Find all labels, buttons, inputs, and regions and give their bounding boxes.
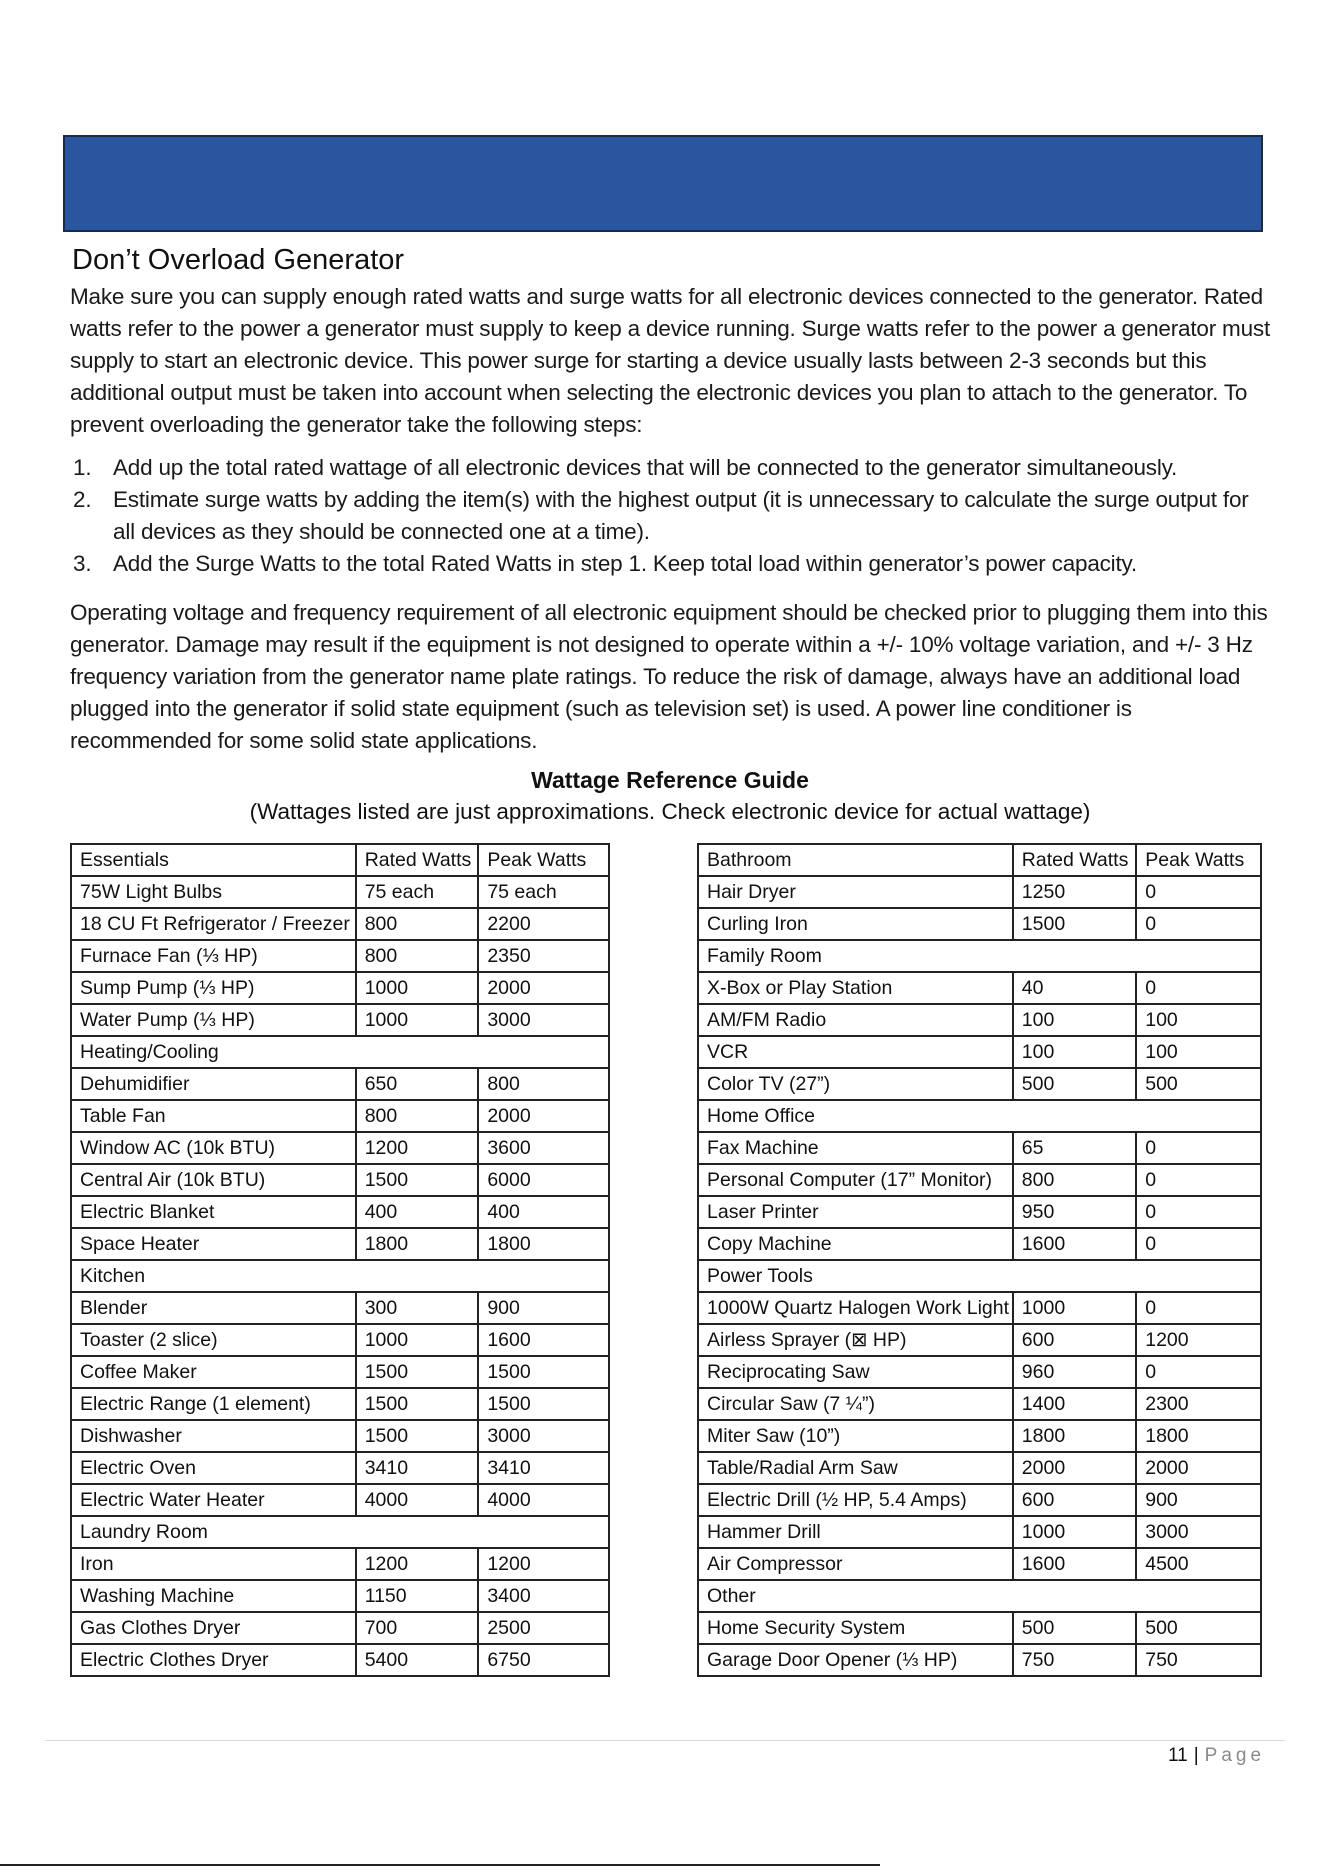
section-label: Power Tools xyxy=(698,1260,1261,1292)
device-name-cell: Dehumidifier xyxy=(71,1068,356,1100)
peak-watts-cell: 500 xyxy=(1136,1612,1261,1644)
page-separator: | xyxy=(1193,1745,1199,1766)
peak-watts-cell: 0 xyxy=(1136,1356,1261,1388)
peak-watts-cell: 4500 xyxy=(1136,1548,1261,1580)
rated-watts-cell: 500 xyxy=(1013,1068,1136,1100)
table-row xyxy=(71,1068,609,1100)
peak-watts-cell: 0 xyxy=(1136,1164,1261,1196)
wattage-table-left xyxy=(70,843,610,1677)
page-number-value: 11 xyxy=(1168,1745,1188,1766)
rated-watts-cell: 650 xyxy=(356,1068,479,1100)
device-name-cell: Electric Water Heater xyxy=(71,1484,356,1516)
section-row xyxy=(71,1260,609,1292)
rated-watts-cell: 1600 xyxy=(1013,1548,1136,1580)
device-name-cell: AM/FM Radio xyxy=(698,1004,1013,1036)
peak-watts-cell: 400 xyxy=(478,1196,609,1228)
table-row xyxy=(71,1196,609,1228)
rated-watts-cell: 950 xyxy=(1013,1196,1136,1228)
rated-watts-cell: 100 xyxy=(1013,1004,1136,1036)
device-name-cell: 18 CU Ft Refrigerator / Freezer xyxy=(71,908,356,940)
device-name-cell: Space Heater xyxy=(71,1228,356,1260)
device-name-cell: X-Box or Play Station xyxy=(698,972,1013,1004)
table-row xyxy=(698,1548,1261,1580)
table-row xyxy=(71,1356,609,1388)
device-name-cell: Bathroom xyxy=(698,844,1013,876)
rated-watts-cell: 1800 xyxy=(1013,1420,1136,1452)
peak-watts-cell: 1200 xyxy=(478,1548,609,1580)
rated-watts-cell: 1000 xyxy=(1013,1292,1136,1324)
peak-watts-cell: 1500 xyxy=(478,1356,609,1388)
table-row xyxy=(71,1612,609,1644)
device-name-cell: Furnace Fan (⅓ HP) xyxy=(71,940,356,972)
device-name-cell: Color TV (27”) xyxy=(698,1068,1013,1100)
peak-watts-cell: 3000 xyxy=(1136,1516,1261,1548)
peak-watts-cell: 3410 xyxy=(478,1452,609,1484)
device-name-cell: Fax Machine xyxy=(698,1132,1013,1164)
table-row xyxy=(71,1164,609,1196)
rated-watts-cell: 5400 xyxy=(356,1644,479,1676)
table-row xyxy=(71,1548,609,1580)
operating-paragraph: Operating voltage and frequency requirement of all electronic equipment should be checked prior to plugging them into this generator. Damage may result if the equipment is not designed to operate within a +/- 10% voltage variation, and +/- 3 Hz frequency variation from the generator name plate ratings. To reduce the risk of damage, always have an additional load plugged into the generator if solid state equipment (such as television set) is used. A power line conditioner is recommended for some solid state applications. xyxy=(70,600,1268,753)
rated-watts-cell: 4000 xyxy=(356,1484,479,1516)
device-name-cell: 75W Light Bulbs xyxy=(71,876,356,908)
table-row xyxy=(71,1324,609,1356)
header-banner xyxy=(63,135,1263,232)
device-name-cell: Reciprocating Saw xyxy=(698,1356,1013,1388)
table-row xyxy=(698,1420,1261,1452)
device-name-cell: Water Pump (⅓ HP) xyxy=(71,1004,356,1036)
table-row xyxy=(71,1292,609,1324)
table-row xyxy=(698,1356,1261,1388)
table-row xyxy=(698,972,1261,1004)
table-row xyxy=(71,1100,609,1132)
bottom-rule xyxy=(0,1864,880,1866)
device-name-cell: Electric Clothes Dryer xyxy=(71,1644,356,1676)
peak-watts-cell: 0 xyxy=(1136,1292,1261,1324)
table-row xyxy=(698,1068,1261,1100)
device-name-cell: Essentials xyxy=(71,844,356,876)
peak-watts-cell: 3000 xyxy=(478,1004,609,1036)
device-name-cell: Window AC (10k BTU) xyxy=(71,1132,356,1164)
table-row xyxy=(71,1452,609,1484)
device-name-cell: Electric Drill (½ HP, 5.4 Amps) xyxy=(698,1484,1013,1516)
table-header-row xyxy=(71,844,609,876)
rated-watts-cell: 500 xyxy=(1013,1612,1136,1644)
rated-watts-cell: 300 xyxy=(356,1292,479,1324)
table-row xyxy=(71,1004,609,1036)
rated-watts-cell: 800 xyxy=(356,940,479,972)
step-item xyxy=(70,452,1270,484)
section-label: Family Room xyxy=(698,940,1261,972)
table-row xyxy=(71,1484,609,1516)
rated-watts-cell: 2000 xyxy=(1013,1452,1136,1484)
table-row xyxy=(698,1644,1261,1676)
peak-watts-cell: 2000 xyxy=(478,1100,609,1132)
table-row xyxy=(71,1132,609,1164)
rated-watts-cell: 1000 xyxy=(356,1004,479,1036)
section-row xyxy=(698,940,1261,972)
table-row xyxy=(698,1036,1261,1068)
device-name-cell: Hammer Drill xyxy=(698,1516,1013,1548)
peak-watts-cell: 2500 xyxy=(478,1612,609,1644)
rated-watts-cell: 1000 xyxy=(1013,1516,1136,1548)
device-name-cell: Coffee Maker xyxy=(71,1356,356,1388)
rated-watts-cell: 65 xyxy=(1013,1132,1136,1164)
device-name-cell: Garage Door Opener (⅓ HP) xyxy=(698,1644,1013,1676)
rated-watts-cell: 1600 xyxy=(1013,1228,1136,1260)
peak-watts-cell: 750 xyxy=(1136,1644,1261,1676)
rated-watts-cell: 1800 xyxy=(356,1228,479,1260)
device-name-cell: 1000W Quartz Halogen Work Light xyxy=(698,1292,1013,1324)
peak-watts-cell: 3400 xyxy=(478,1580,609,1612)
device-name-cell: Electric Oven xyxy=(71,1452,356,1484)
rated-watts-cell: 1000 xyxy=(356,972,479,1004)
section-label: Laundry Room xyxy=(71,1516,609,1548)
peak-watts-cell: 800 xyxy=(478,1068,609,1100)
rated-watts-cell: 600 xyxy=(1013,1484,1136,1516)
table-row xyxy=(698,1388,1261,1420)
step-item xyxy=(70,484,1270,548)
device-name-cell: Personal Computer (17” Monitor) xyxy=(698,1164,1013,1196)
section-row xyxy=(698,1100,1261,1132)
peak-watts-cell: 3600 xyxy=(478,1132,609,1164)
peak-watts-cell: 900 xyxy=(478,1292,609,1324)
device-name-cell: Iron xyxy=(71,1548,356,1580)
section-row xyxy=(698,1580,1261,1612)
device-name-cell: Electric Blanket xyxy=(71,1196,356,1228)
page-label: Page xyxy=(1204,1745,1266,1766)
section-row xyxy=(698,1260,1261,1292)
device-name-cell: Sump Pump (⅓ HP) xyxy=(71,972,356,1004)
step-number: 1. xyxy=(73,455,92,480)
table-row xyxy=(71,908,609,940)
step-number: 3. xyxy=(73,551,92,576)
peak-watts-cell: 1500 xyxy=(478,1388,609,1420)
device-name-cell: Copy Machine xyxy=(698,1228,1013,1260)
device-name-cell: Gas Clothes Dryer xyxy=(71,1612,356,1644)
rated-watts-cell: 1500 xyxy=(356,1388,479,1420)
device-name-cell: Washing Machine xyxy=(71,1580,356,1612)
device-name-cell: Dishwasher xyxy=(71,1420,356,1452)
peak-watts-cell: 1600 xyxy=(478,1324,609,1356)
table-row xyxy=(698,1164,1261,1196)
table-row xyxy=(698,1484,1261,1516)
rated-watts-cell: 75 each xyxy=(356,876,479,908)
step-text: Estimate surge watts by adding the item(s) with the highest output (it is unnecessary to calculate the surge output for all devices as they should be connected one at a time). xyxy=(113,487,1249,544)
rated-watts-cell: 800 xyxy=(1013,1164,1136,1196)
step-text: Add up the total rated wattage of all electronic devices that will be connected to the generator simultaneously. xyxy=(113,455,1178,480)
rated-watts-cell: 800 xyxy=(356,1100,479,1132)
rated-watts-cell: 1250 xyxy=(1013,876,1136,908)
peak-watts-cell: 6000 xyxy=(478,1164,609,1196)
table-row xyxy=(71,1388,609,1420)
peak-watts-cell: 500 xyxy=(1136,1068,1261,1100)
table-row xyxy=(71,1420,609,1452)
peak-watts-cell: 0 xyxy=(1136,876,1261,908)
step-text: Add the Surge Watts to the total Rated Watts in step 1. Keep total load within generator’s power capacity. xyxy=(113,551,1137,576)
rated-watts-cell: 3410 xyxy=(356,1452,479,1484)
table-row xyxy=(71,1580,609,1612)
rated-watts-cell: 750 xyxy=(1013,1644,1136,1676)
device-name-cell: Table Fan xyxy=(71,1100,356,1132)
steps-list xyxy=(70,452,1270,580)
rated-watts-cell: 1500 xyxy=(1013,908,1136,940)
table-row xyxy=(71,972,609,1004)
device-name-cell: Air Compressor xyxy=(698,1548,1013,1580)
rated-watts-cell: 700 xyxy=(356,1612,479,1644)
rated-watts-cell: 400 xyxy=(356,1196,479,1228)
footer-divider xyxy=(45,1740,1285,1741)
peak-watts-cell: 2300 xyxy=(1136,1388,1261,1420)
peak-watts-cell: 1800 xyxy=(478,1228,609,1260)
rated-watts-cell: 1150 xyxy=(356,1580,479,1612)
table-row xyxy=(698,1228,1261,1260)
section-row xyxy=(71,1516,609,1548)
peak-watts-cell: 100 xyxy=(1136,1004,1261,1036)
table-row xyxy=(698,1324,1261,1356)
peak-watts-cell: 1200 xyxy=(1136,1324,1261,1356)
table-row xyxy=(698,876,1261,908)
peak-watts-cell: 2000 xyxy=(1136,1452,1261,1484)
section-label: Home Office xyxy=(698,1100,1261,1132)
device-name-cell: Hair Dryer xyxy=(698,876,1013,908)
rated-watts-cell: 40 xyxy=(1013,972,1136,1004)
rated-watts-cell: 1400 xyxy=(1013,1388,1136,1420)
table-row xyxy=(698,1004,1261,1036)
rated-watts-cell: 1500 xyxy=(356,1420,479,1452)
peak-watts-cell: Peak Watts xyxy=(478,844,609,876)
rated-watts-cell: 1500 xyxy=(356,1356,479,1388)
table-row xyxy=(698,1132,1261,1164)
table-row xyxy=(698,1196,1261,1228)
device-name-cell: Home Security System xyxy=(698,1612,1013,1644)
peak-watts-cell: 4000 xyxy=(478,1484,609,1516)
rated-watts-cell: 800 xyxy=(356,908,479,940)
peak-watts-cell: 0 xyxy=(1136,972,1261,1004)
peak-watts-cell: 0 xyxy=(1136,1228,1261,1260)
device-name-cell: Laser Printer xyxy=(698,1196,1013,1228)
rated-watts-cell: 1200 xyxy=(356,1132,479,1164)
device-name-cell: Airless Sprayer (⊠ HP) xyxy=(698,1324,1013,1356)
rated-watts-cell: 1200 xyxy=(356,1548,479,1580)
peak-watts-cell: 2350 xyxy=(478,940,609,972)
device-name-cell: Miter Saw (10”) xyxy=(698,1420,1013,1452)
rated-watts-cell: 960 xyxy=(1013,1356,1136,1388)
device-name-cell: Blender xyxy=(71,1292,356,1324)
rated-watts-cell: Rated Watts xyxy=(356,844,479,876)
device-name-cell: Table/Radial Arm Saw xyxy=(698,1452,1013,1484)
table-header-row xyxy=(698,844,1261,876)
peak-watts-cell: 2200 xyxy=(478,908,609,940)
table-row xyxy=(698,1452,1261,1484)
page-number xyxy=(1168,1745,1265,1767)
intro-paragraph: Make sure you can supply enough rated watts and surge watts for all electronic devices connected to the generator. Rated watts refer to the power a generator must supply to keep a device running. Surge watts refer to the power a generator must supply to start an electronic device. This power surge for starting a device usually lasts between 2-3 seconds but this additional output must be taken into account when selecting the electronic devices you plan to attach to the generator. To prevent overloading the generator take the following steps: xyxy=(70,284,1271,437)
step-item xyxy=(70,548,1270,580)
rated-watts-cell: 1000 xyxy=(356,1324,479,1356)
device-name-cell: Central Air (10k BTU) xyxy=(71,1164,356,1196)
peak-watts-cell: 2000 xyxy=(478,972,609,1004)
rated-watts-cell: 1500 xyxy=(356,1164,479,1196)
table-row xyxy=(698,1516,1261,1548)
table-row xyxy=(698,1612,1261,1644)
rated-watts-cell: Rated Watts xyxy=(1013,844,1136,876)
device-name-cell: Toaster (2 slice) xyxy=(71,1324,356,1356)
peak-watts-cell: 3000 xyxy=(478,1420,609,1452)
peak-watts-cell: 0 xyxy=(1136,1196,1261,1228)
peak-watts-cell: 100 xyxy=(1136,1036,1261,1068)
peak-watts-cell: 75 each xyxy=(478,876,609,908)
peak-watts-cell: 1800 xyxy=(1136,1420,1261,1452)
wattage-table-right xyxy=(697,843,1262,1677)
section-label: Other xyxy=(698,1580,1261,1612)
rated-watts-cell: 600 xyxy=(1013,1324,1136,1356)
table-row xyxy=(698,908,1261,940)
table-row xyxy=(698,1292,1261,1324)
device-name-cell: VCR xyxy=(698,1036,1013,1068)
guide-title: Wattage Reference Guide xyxy=(531,767,809,793)
section-heading: Don’t Overload Generator xyxy=(72,244,405,276)
guide-subtitle: (Wattages listed are just approximations. Check electronic device for actual wattage) xyxy=(249,799,1091,824)
device-name-cell: Circular Saw (7 ¼”) xyxy=(698,1388,1013,1420)
table-row xyxy=(71,940,609,972)
table-row xyxy=(71,1644,609,1676)
step-number: 2. xyxy=(73,487,92,512)
peak-watts-cell: 0 xyxy=(1136,908,1261,940)
device-name-cell: Curling Iron xyxy=(698,908,1013,940)
table-row xyxy=(71,876,609,908)
section-label: Heating/Cooling xyxy=(71,1036,609,1068)
table-row xyxy=(71,1228,609,1260)
peak-watts-cell: 0 xyxy=(1136,1132,1261,1164)
peak-watts-cell: Peak Watts xyxy=(1136,844,1261,876)
peak-watts-cell: 6750 xyxy=(478,1644,609,1676)
section-row xyxy=(71,1036,609,1068)
peak-watts-cell: 900 xyxy=(1136,1484,1261,1516)
device-name-cell: Electric Range (1 element) xyxy=(71,1388,356,1420)
rated-watts-cell: 100 xyxy=(1013,1036,1136,1068)
section-label: Kitchen xyxy=(71,1260,609,1292)
